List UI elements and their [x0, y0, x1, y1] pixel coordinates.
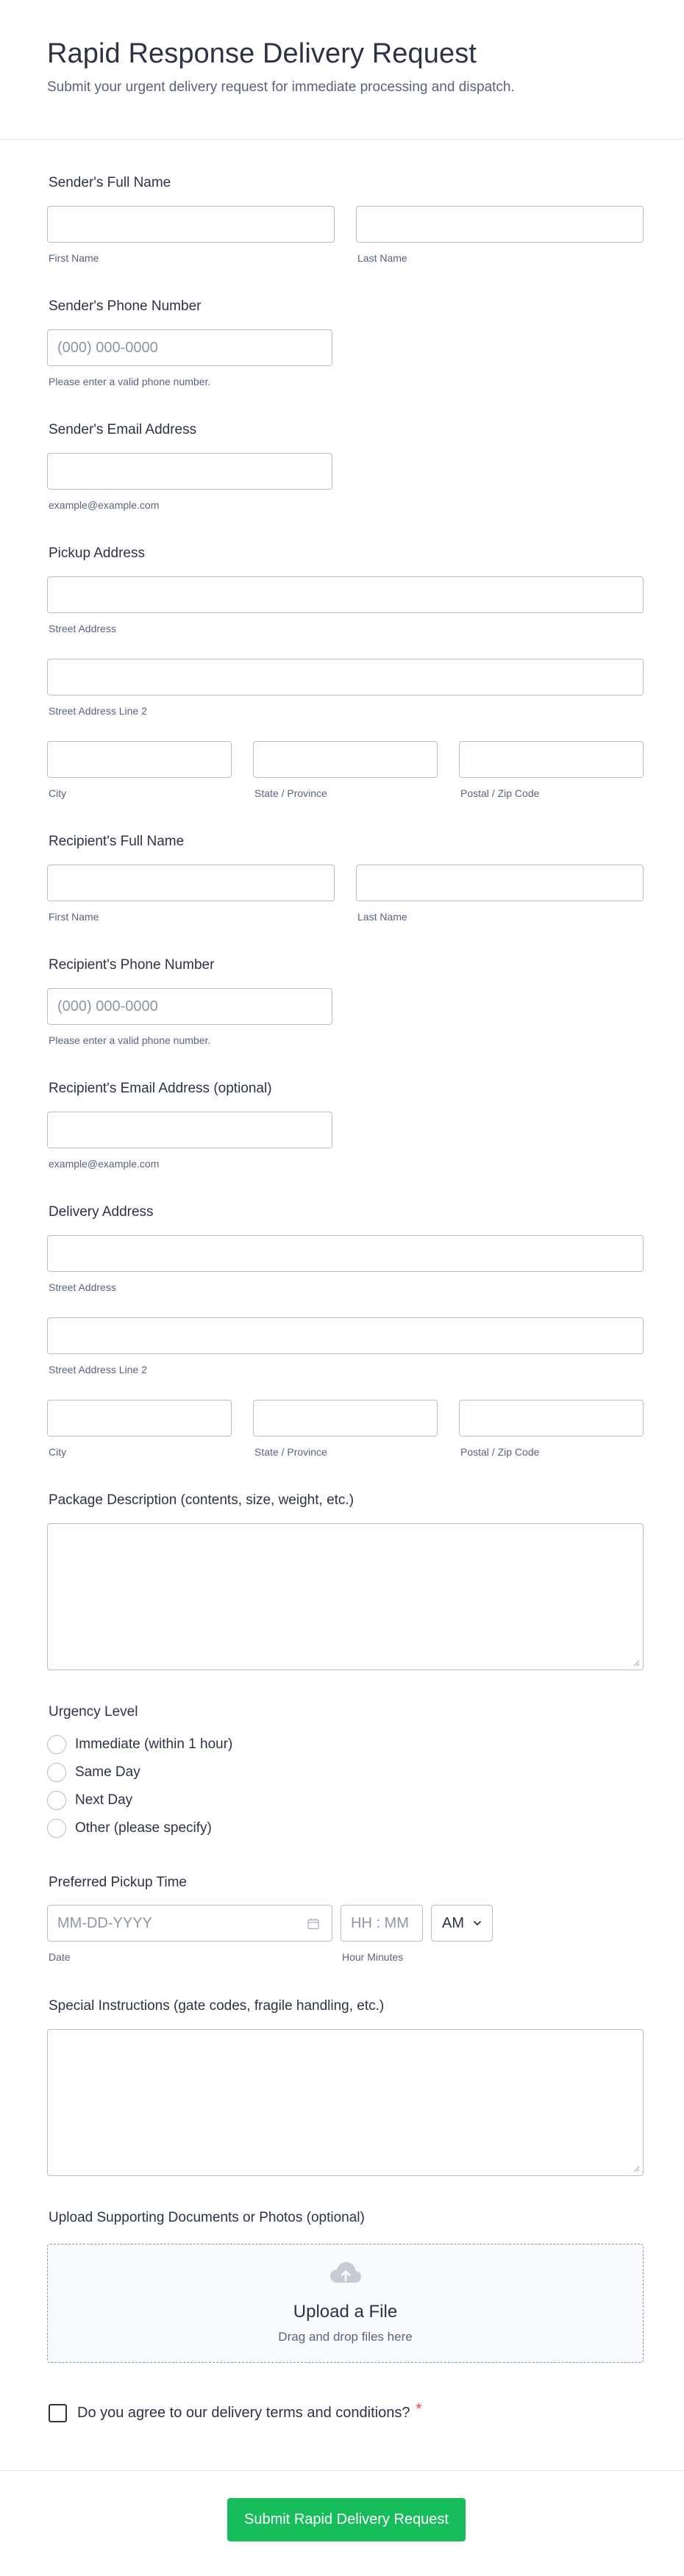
special-instructions-textarea[interactable] — [47, 2029, 644, 2176]
pickup-time-input[interactable] — [341, 1905, 423, 1942]
radio-button[interactable] — [47, 1763, 66, 1782]
recipient-phone-input[interactable] — [47, 988, 332, 1025]
urgency-option-label: Immediate (within 1 hour) — [75, 1736, 233, 1752]
pickup-state-input[interactable] — [253, 741, 438, 778]
pickup-time-placeholder: HH : MM — [351, 1914, 409, 1931]
package-description-textarea[interactable] — [47, 1523, 644, 1670]
package-description-label: Package Description (contents, size, weight, etc.) — [49, 1492, 355, 1508]
ampm-select[interactable] — [431, 1905, 493, 1942]
file-upload-dropzone[interactable] — [47, 2244, 644, 2363]
pickup-street-sublabel: Street Address — [49, 623, 116, 634]
pickup-street2-input[interactable] — [47, 659, 644, 695]
urgency-option-label: Other (please specify) — [75, 1820, 212, 1836]
upload-title: Upload a File — [293, 2302, 398, 2322]
delivery-street-input[interactable] — [47, 1235, 644, 1272]
pickup-date-input[interactable] — [47, 1905, 332, 1942]
required-asterisk: * — [416, 2401, 422, 2417]
form-subtitle: Submit your urgent delivery request for immediate processing and dispatch. — [47, 79, 515, 95]
pickup-street2-sublabel: Street Address Line 2 — [49, 705, 147, 717]
urgency-option-next-day[interactable] — [47, 1790, 132, 1811]
recipient-email-hint: example@example.com — [49, 1158, 160, 1170]
delivery-city-input[interactable] — [47, 1400, 232, 1437]
urgency-option-label: Next Day — [75, 1792, 133, 1808]
terms-text: Do you agree to our delivery terms and conditions? — [77, 2405, 410, 2421]
terms-agreement[interactable] — [49, 2401, 422, 2422]
sender-phone-hint: Please enter a valid phone number. — [49, 376, 211, 387]
terms-checkbox[interactable] — [49, 2404, 67, 2422]
sender-name-label: Sender's Full Name — [49, 175, 171, 190]
ampm-value: AM — [442, 1914, 464, 1931]
pickup-city-sublabel: City — [49, 787, 67, 799]
resize-grip-icon[interactable] — [633, 1659, 640, 1667]
pickup-street-input[interactable] — [47, 576, 644, 613]
sender-first-name-sublabel: First Name — [49, 252, 99, 264]
pickup-time-sublabel: Hour Minutes — [342, 1951, 404, 1963]
recipient-last-name-sublabel: Last Name — [357, 911, 407, 923]
calendar-icon[interactable] — [307, 1917, 320, 1931]
sender-email-hint: example@example.com — [49, 499, 160, 511]
sender-first-name-input[interactable] — [47, 206, 335, 243]
submit-button[interactable]: Submit Rapid Delivery Request — [227, 2498, 466, 2541]
upload-label: Upload Supporting Documents or Photos (optional) — [49, 2210, 365, 2225]
delivery-state-sublabel: State / Province — [254, 1446, 327, 1458]
recipient-name-label: Recipient's Full Name — [49, 834, 185, 849]
pickup-zip-input[interactable] — [459, 741, 644, 778]
upload-subtitle: Drag and drop files here — [278, 2330, 413, 2344]
recipient-phone-placeholder: (000) 000-0000 — [57, 998, 158, 1015]
recipient-email-input[interactable] — [47, 1112, 332, 1148]
resize-grip-icon[interactable] — [633, 2165, 640, 2172]
delivery-street2-sublabel: Street Address Line 2 — [49, 1364, 147, 1375]
pickup-city-input[interactable] — [47, 741, 232, 778]
urgency-option-same-day[interactable] — [47, 1762, 140, 1783]
delivery-state-input[interactable] — [253, 1400, 438, 1437]
recipient-email-label: Recipient's Email Address (optional) — [49, 1081, 272, 1096]
urgency-option-immediate[interactable] — [47, 1734, 232, 1755]
delivery-street2-input[interactable] — [47, 1317, 644, 1354]
pickup-date-placeholder: MM-DD-YYYY — [57, 1914, 152, 1931]
urgency-option-other[interactable] — [47, 1818, 212, 1839]
recipient-first-name-input[interactable] — [47, 865, 335, 901]
special-instructions-label: Special Instructions (gate codes, fragile handling, etc.) — [49, 1998, 385, 2014]
pickup-address-label: Pickup Address — [49, 545, 145, 561]
chevron-down-icon — [473, 1920, 482, 1926]
recipient-phone-hint: Please enter a valid phone number. — [49, 1034, 211, 1046]
radio-button[interactable] — [47, 1735, 66, 1754]
radio-button[interactable] — [47, 1791, 66, 1810]
delivery-address-label: Delivery Address — [49, 1204, 154, 1220]
cloud-upload-icon — [329, 2261, 363, 2287]
pickup-state-sublabel: State / Province — [254, 787, 327, 799]
sender-phone-input[interactable] — [47, 329, 332, 366]
delivery-zip-input[interactable] — [459, 1400, 644, 1437]
recipient-last-name-input[interactable] — [356, 865, 644, 901]
recipient-first-name-sublabel: First Name — [49, 911, 99, 923]
delivery-zip-sublabel: Postal / Zip Code — [460, 1446, 540, 1458]
form-title: Rapid Response Delivery Request — [47, 38, 477, 69]
sender-phone-label: Sender's Phone Number — [49, 298, 202, 314]
form-header — [0, 0, 684, 140]
recipient-phone-label: Recipient's Phone Number — [49, 957, 215, 973]
sender-last-name-input[interactable] — [356, 206, 644, 243]
sender-last-name-sublabel: Last Name — [357, 252, 407, 264]
sender-phone-placeholder: (000) 000-0000 — [57, 339, 158, 356]
urgency-level-label: Urgency Level — [49, 1704, 138, 1720]
footer-divider — [0, 2470, 684, 2471]
pickup-date-sublabel: Date — [49, 1951, 71, 1963]
delivery-street-sublabel: Street Address — [49, 1281, 116, 1293]
pickup-zip-sublabel: Postal / Zip Code — [460, 787, 540, 799]
radio-button[interactable] — [47, 1819, 66, 1838]
sender-email-input[interactable] — [47, 453, 332, 490]
urgency-option-label: Same Day — [75, 1764, 140, 1780]
delivery-city-sublabel: City — [49, 1446, 67, 1458]
pickup-time-label: Preferred Pickup Time — [49, 1875, 187, 1890]
sender-email-label: Sender's Email Address — [49, 422, 197, 437]
